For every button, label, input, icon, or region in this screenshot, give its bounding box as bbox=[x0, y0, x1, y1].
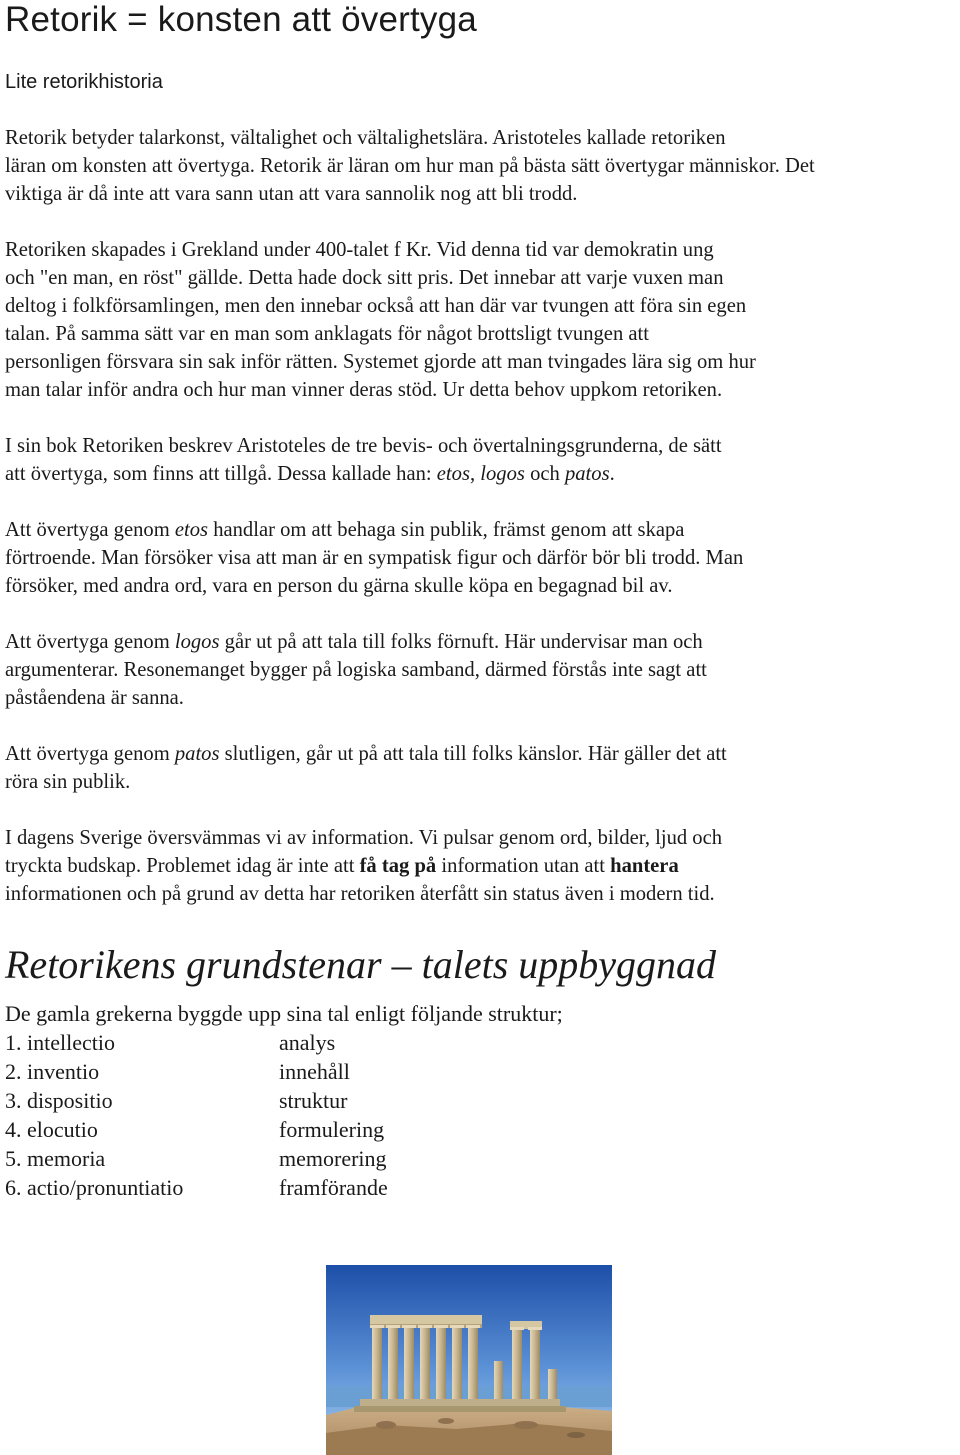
paragraph-modern bbox=[5, 824, 957, 908]
paragraph-history bbox=[5, 236, 957, 404]
list-item bbox=[5, 1115, 957, 1144]
paragraph-text: Att övertyga genom bbox=[5, 743, 175, 765]
paragraph-line: argumenterar. Resonemanget bygger på logiska samband, därmed förstås inte sagt att bbox=[5, 659, 707, 681]
greek-temple-photo bbox=[326, 1265, 612, 1455]
structure-term: 5. memoria bbox=[5, 1146, 106, 1171]
page-title: Retorik = konsten att övertyga bbox=[5, 0, 477, 39]
paragraph-line: man talar inför andra och hur man vinner deras stöd. Ur detta behov uppkom retoriken. bbox=[5, 379, 723, 401]
term-logos: logos bbox=[480, 463, 525, 485]
paragraph-text: att övertyga, som finns att tillgå. Dessa kallade han: bbox=[5, 463, 437, 485]
structure-term: 1. intellectio bbox=[5, 1030, 115, 1055]
paragraph-definition bbox=[5, 124, 957, 208]
paragraph-text: tryckta budskap. Problemet idag är inte att bbox=[5, 855, 360, 877]
paragraph-line: läran om konsten att övertyga. Retorik är läran om hur man på bästa sätt övertygar människor. Det bbox=[5, 155, 815, 177]
paragraph-text: går ut på att tala till folks förnuft. Här undervisar man och bbox=[219, 631, 703, 653]
section-heading: Retorikens grundstenar – talets uppbyggnad bbox=[5, 942, 717, 987]
paragraph-etos bbox=[5, 516, 957, 600]
structure-term: 3. dispositio bbox=[5, 1088, 113, 1113]
paragraph-text: Att övertyga genom bbox=[5, 631, 175, 653]
paragraph-line: deltog i folkförsamlingen, men den innebar också att han där var tvungen att föra sin egen bbox=[5, 295, 747, 317]
paragraph-text: information utan att bbox=[436, 855, 611, 877]
list-item bbox=[5, 1086, 957, 1115]
paragraph-patos bbox=[5, 740, 957, 796]
subtitle: Lite retorikhistoria bbox=[5, 71, 163, 93]
paragraph-line: viktiga är då inte att vara sann utan att vara sannolik nog att bli trodd. bbox=[5, 183, 578, 205]
structure-list bbox=[5, 1028, 957, 1202]
temple-illustration bbox=[326, 1265, 612, 1455]
term-etos: etos bbox=[174, 519, 209, 541]
list-item bbox=[5, 1173, 957, 1202]
paragraph-line: informationen och på grund av detta har retoriken återfått sin status även i modern tid. bbox=[5, 883, 715, 905]
emphasis-hantera: hantera bbox=[610, 855, 679, 877]
paragraph-text: slutligen, går ut på att tala till folks känslor. Här gäller det att bbox=[219, 743, 727, 765]
list-item bbox=[5, 1144, 957, 1173]
structure-meaning: memorering bbox=[279, 1146, 387, 1171]
paragraph-line: personligen försvara sin sak inför rätten. Systemet gjorde att man tvingades lära sig om hur bbox=[5, 351, 756, 373]
list-item bbox=[5, 1057, 957, 1086]
paragraph-text: handlar om att behaga sin publik, främst genom att skapa bbox=[208, 519, 685, 541]
paragraph-line: Retoriken skapades i Grekland under 400-talet f Kr. Vid denna tid var demokratin ung bbox=[5, 239, 714, 261]
term-logos: logos bbox=[174, 631, 220, 653]
document-page bbox=[5, 0, 957, 1202]
paragraph-line: påståendena är sanna. bbox=[5, 687, 184, 709]
paragraph-text: och bbox=[524, 463, 565, 485]
paragraph-text: Att övertyga genom bbox=[5, 519, 175, 541]
paragraph-line: I dagens Sverige översvämmas vi av information. Vi pulsar genom ord, bilder, ljud och bbox=[5, 827, 723, 849]
paragraph-text: , bbox=[469, 463, 481, 485]
structure-intro: De gamla grekerna byggde upp sina tal enligt följande struktur; bbox=[5, 1001, 563, 1026]
structure-meaning: formulering bbox=[279, 1117, 385, 1142]
paragraph-line: och "en man, en röst" gällde. Detta hade dock sitt pris. Det innebar att varje vuxen man bbox=[5, 267, 724, 289]
paragraph-line: talan. På samma sätt var en man som anklagats för något brottsligt tvungen att bbox=[5, 323, 649, 345]
structure-meaning: struktur bbox=[279, 1088, 348, 1113]
structure-term: 2. inventio bbox=[5, 1059, 100, 1084]
structure-meaning: framförande bbox=[279, 1175, 388, 1200]
paragraph-aristoteles bbox=[5, 432, 957, 488]
structure-meaning: innehåll bbox=[279, 1059, 350, 1084]
paragraph-logos bbox=[5, 628, 957, 712]
paragraph-line: förtroende. Man försöker visa att man är en sympatisk figur och därför bör bli trodd. Man bbox=[5, 547, 744, 569]
paragraph-line: Retorik betyder talarkonst, vältalighet och vältalighetslära. Aristoteles kallade retoriken bbox=[5, 127, 726, 149]
list-item bbox=[5, 1028, 957, 1057]
term-patos: patos bbox=[564, 463, 610, 485]
paragraph-line: I sin bok Retoriken beskrev Aristoteles de tre bevis- och övertalningsgrunderna, de sätt bbox=[5, 435, 722, 457]
term-etos: etos bbox=[436, 463, 470, 485]
paragraph-line: försöker, med andra ord, vara en person du gärna skulle köpa en begagnad bil av. bbox=[5, 575, 673, 597]
paragraph-text: . bbox=[609, 463, 615, 485]
structure-term: 6. actio/pronuntiatio bbox=[5, 1175, 184, 1200]
paragraph-line: röra sin publik. bbox=[5, 771, 131, 793]
structure-term: 4. elocutio bbox=[5, 1117, 98, 1142]
structure-meaning: analys bbox=[279, 1030, 336, 1055]
term-patos: patos bbox=[174, 743, 220, 765]
emphasis-fa-tag-pa: få tag på bbox=[359, 855, 437, 877]
